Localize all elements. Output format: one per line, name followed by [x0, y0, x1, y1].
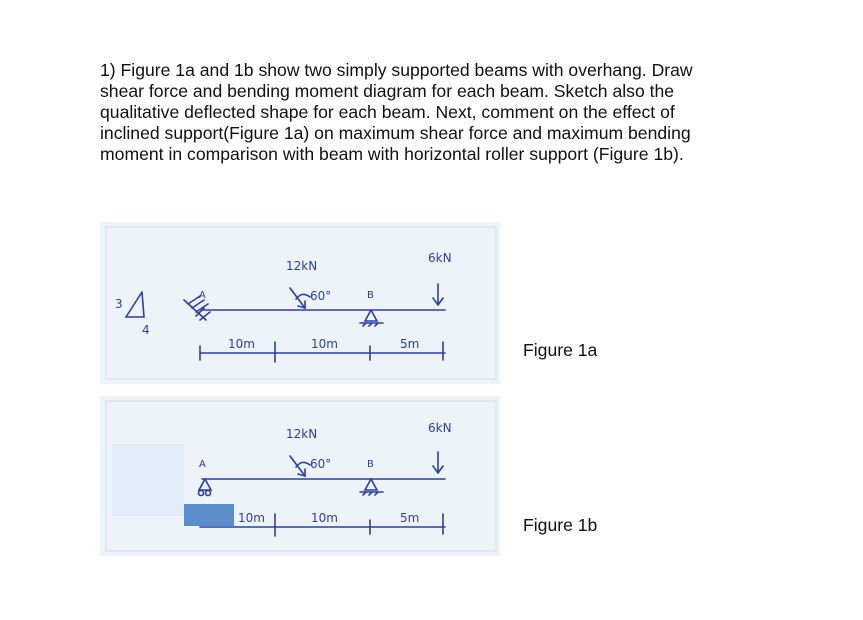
load-12kn-label: 12kN — [286, 259, 318, 273]
support-b-label: B — [367, 459, 374, 470]
span1-label: 10m — [238, 511, 265, 525]
problem-line: moment in comparison with beam with horizontal roller support (Figure 1b). — [100, 144, 684, 164]
support-a-label: A — [199, 459, 206, 470]
figure-1a-caption: Figure 1a — [523, 340, 598, 360]
slope-rise-label: 3 — [115, 297, 123, 311]
problem-line: qualitative deflected shape for each beam. Next, comment on the effect of — [100, 102, 675, 122]
figure-1a-image — [100, 222, 500, 384]
span1-label: 10m — [228, 337, 255, 351]
problem-line: 1) Figure 1a and 1b show two simply supported beams with overhang. Draw — [100, 60, 693, 80]
span3-label: 5m — [400, 337, 420, 351]
load-12kn-label: 12kN — [286, 427, 318, 441]
figure-1b-image — [100, 396, 500, 556]
problem-line: inclined support(Figure 1a) on maximum shear force and maximum bending — [100, 123, 691, 143]
angle-label: 60° — [310, 289, 332, 303]
span3-label: 5m — [400, 511, 420, 525]
slope-run-label: 4 — [142, 323, 150, 337]
span2-label: 10m — [311, 511, 338, 525]
angle-label: 60° — [310, 457, 332, 471]
span2-label: 10m — [311, 337, 338, 351]
figure-1a-drawing — [100, 222, 500, 384]
figure-1b-drawing — [100, 396, 500, 556]
problem-statement — [100, 60, 820, 165]
figure-1b-caption: Figure 1b — [523, 515, 598, 535]
support-a-label: A — [199, 290, 206, 301]
highlight-block — [184, 504, 234, 526]
problem-line: shear force and bending moment diagram for each beam. Sketch also the — [100, 81, 675, 101]
support-b-label: B — [367, 290, 374, 301]
load-6kn-label: 6kN — [428, 421, 452, 435]
load-6kn-label: 6kN — [428, 251, 452, 265]
panel-shade — [112, 444, 184, 516]
